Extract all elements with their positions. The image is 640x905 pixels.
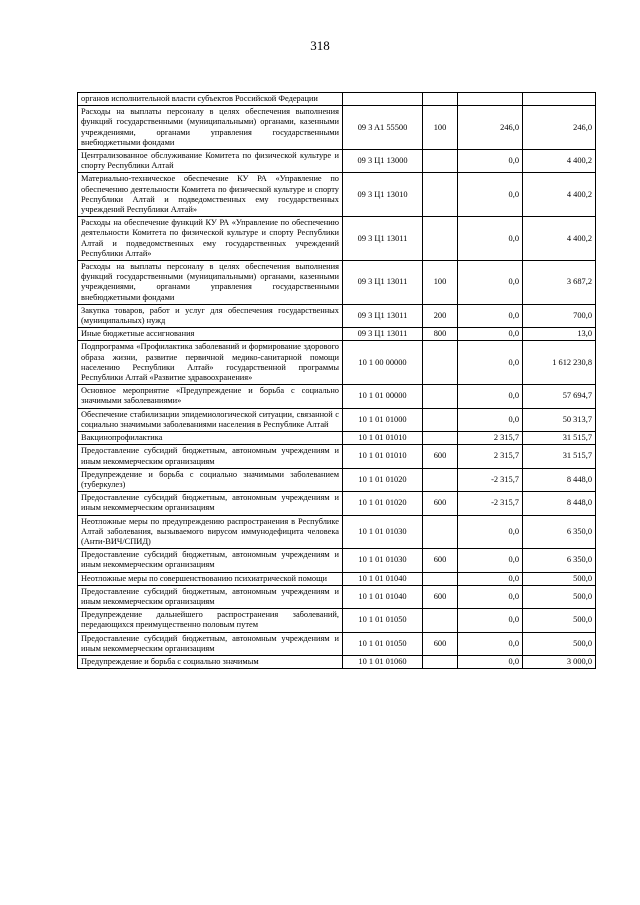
total-amount: 4 400,2	[523, 173, 596, 217]
change-amount: -2 315,7	[458, 468, 523, 491]
expense-type-code	[423, 93, 458, 106]
change-amount: 2 315,7	[458, 432, 523, 445]
expense-item-name: Предоставление субсидий бюджетным, автономным учреждениям и иным некоммерческим организациям	[78, 445, 343, 468]
target-article-code: 09 3 Ц1 13000	[343, 150, 423, 173]
change-amount: -2 315,7	[458, 492, 523, 515]
target-article-code: 09 3 Ц1 13010	[343, 173, 423, 217]
expense-item-name: Предоставление субсидий бюджетным, автономным учреждениям и иным некоммерческим организациям	[78, 492, 343, 515]
change-amount: 246,0	[458, 106, 523, 150]
expense-item-name: Неотложные меры по предупреждению распространения в Республике Алтай заболевания, вызываемого вирусом иммунодефицита человека (Анти-ВИЧ/СПИД)	[78, 515, 343, 549]
change-amount: 0,0	[458, 385, 523, 408]
table-row	[78, 585, 596, 608]
expense-item-name: Закупка товаров, работ и услуг для обеспечения государственных (муниципальных) нужд	[78, 304, 343, 327]
target-article-code: 09 3 Ц1 13011	[343, 261, 423, 305]
table-row	[78, 609, 596, 632]
expense-type-code: 800	[423, 328, 458, 341]
target-article-code: 09 3 Ц1 13011	[343, 217, 423, 261]
change-amount: 0,0	[458, 341, 523, 385]
target-article-code: 10 1 00 00000	[343, 341, 423, 385]
expense-item-name: Обеспечение стабилизации эпидемиологической ситуации, связанной с социально значимыми заболеваниями населения в Республике Алтай	[78, 408, 343, 431]
change-amount: 0,0	[458, 632, 523, 655]
table-row	[78, 173, 596, 217]
change-amount: 0,0	[458, 217, 523, 261]
change-amount: 0,0	[458, 655, 523, 668]
expense-type-code: 100	[423, 106, 458, 150]
total-amount: 8 448,0	[523, 468, 596, 491]
table-row	[78, 445, 596, 468]
expense-item-name: органов исполнительной власти субъектов Российской Федерации	[78, 93, 343, 106]
change-amount: 2 315,7	[458, 445, 523, 468]
target-article-code: 09 3 A1 55500	[343, 106, 423, 150]
table-row	[78, 468, 596, 491]
change-amount: 0,0	[458, 408, 523, 431]
change-amount: 0,0	[458, 328, 523, 341]
table-row	[78, 492, 596, 515]
expense-item-name: Материально-техническое обеспечение КУ РА «Управление по обеспечению деятельности Комитета по физической культуре и спорту Республики Алтай и подведомственных ему государственных учреждений Республики Алтай»	[78, 173, 343, 217]
expense-type-code	[423, 150, 458, 173]
change-amount: 0,0	[458, 609, 523, 632]
expense-type-code: 600	[423, 445, 458, 468]
target-article-code: 10 1 01 01040	[343, 572, 423, 585]
expense-type-code	[423, 468, 458, 491]
target-article-code: 10 1 01 01020	[343, 468, 423, 491]
target-article-code	[343, 93, 423, 106]
expense-item-name: Расходы на выплаты персоналу в целях обеспечения выполнения функций государственными (муниципальными) органами, казенными учреждениями, органами управления государственными внебюджетными фондами	[78, 261, 343, 305]
table-row	[78, 217, 596, 261]
expense-item-name: Предоставление субсидий бюджетным, автономным учреждениям и иным некоммерческим организациям	[78, 549, 343, 572]
target-article-code: 10 1 01 01050	[343, 632, 423, 655]
expense-type-code: 600	[423, 492, 458, 515]
expense-type-code	[423, 609, 458, 632]
table-row	[78, 106, 596, 150]
expense-type-code: 100	[423, 261, 458, 305]
expense-item-name: Расходы на выплаты персоналу в целях обеспечения выполнения функций государственными (муниципальными) органами, казенными учреждениями, органами управления государственными внебюджетными фондами	[78, 106, 343, 150]
change-amount	[458, 93, 523, 106]
table-row	[78, 632, 596, 655]
table-row	[78, 572, 596, 585]
total-amount: 700,0	[523, 304, 596, 327]
expense-item-name: Основное мероприятие «Предупреждение и борьба с социально значимыми заболеваниями»	[78, 385, 343, 408]
expense-type-code	[423, 432, 458, 445]
expense-item-name: Неотложные меры по совершенствованию психиатрической помощи	[78, 572, 343, 585]
expense-item-name: Предупреждение и борьба с социально значимым	[78, 655, 343, 668]
expense-item-name: Расходы на обеспечение функций КУ РА «Управление по обеспечению деятельности Комитета по физической культуре и спорту Республики Алтай и подведомственных ему государственных учреждений Республики Алтай»	[78, 217, 343, 261]
target-article-code: 10 1 01 01020	[343, 492, 423, 515]
change-amount: 0,0	[458, 549, 523, 572]
table-row	[78, 549, 596, 572]
table-row	[78, 150, 596, 173]
expense-item-name: Вакцинопрофилактика	[78, 432, 343, 445]
total-amount: 246,0	[523, 106, 596, 150]
total-amount: 50 313,7	[523, 408, 596, 431]
total-amount: 8 448,0	[523, 492, 596, 515]
table-row	[78, 655, 596, 668]
total-amount: 6 350,0	[523, 515, 596, 549]
total-amount: 4 400,2	[523, 150, 596, 173]
total-amount: 57 694,7	[523, 385, 596, 408]
target-article-code: 10 1 01 01030	[343, 549, 423, 572]
table-row	[78, 408, 596, 431]
target-article-code: 09 3 Ц1 13011	[343, 304, 423, 327]
table-row	[78, 328, 596, 341]
change-amount: 0,0	[458, 150, 523, 173]
expense-item-name: Предупреждение и борьба с социально значимыми заболеванием (туберкулез)	[78, 468, 343, 491]
total-amount	[523, 93, 596, 106]
expense-item-name: Иные бюджетные ассигнования	[78, 328, 343, 341]
target-article-code: 10 1 01 01030	[343, 515, 423, 549]
table-row	[78, 93, 596, 106]
total-amount: 500,0	[523, 585, 596, 608]
target-article-code: 10 1 01 01040	[343, 585, 423, 608]
expense-type-code: 200	[423, 304, 458, 327]
change-amount: 0,0	[458, 515, 523, 549]
expense-item-name: Подпрограмма «Профилактика заболеваний и формирование здорового образа жизни, развитие первичной медико-санитарной помощи населению Республики Алтай» государственной программы Республики Алтай «Развитие здравоохранения»	[78, 341, 343, 385]
change-amount: 0,0	[458, 585, 523, 608]
target-article-code: 10 1 01 01010	[343, 445, 423, 468]
table-row	[78, 261, 596, 305]
expense-type-code	[423, 173, 458, 217]
total-amount: 13,0	[523, 328, 596, 341]
target-article-code: 09 3 Ц1 13011	[343, 328, 423, 341]
change-amount: 0,0	[458, 304, 523, 327]
expense-type-code: 600	[423, 585, 458, 608]
total-amount: 1 612 230,8	[523, 341, 596, 385]
total-amount: 3 000,0	[523, 655, 596, 668]
expense-item-name: Предоставление субсидий бюджетным, автономным учреждениям и иным некоммерческим организациям	[78, 632, 343, 655]
target-article-code: 10 1 01 00000	[343, 385, 423, 408]
total-amount: 31 515,7	[523, 432, 596, 445]
expense-item-name: Предупреждение дальнейшего распространения заболеваний, передающихся преимущественно половым путем	[78, 609, 343, 632]
total-amount: 500,0	[523, 609, 596, 632]
expense-type-code	[423, 655, 458, 668]
total-amount: 31 515,7	[523, 445, 596, 468]
expense-type-code	[423, 341, 458, 385]
expense-type-code	[423, 217, 458, 261]
target-article-code: 10 1 01 01060	[343, 655, 423, 668]
change-amount: 0,0	[458, 173, 523, 217]
change-amount: 0,0	[458, 261, 523, 305]
expense-type-code	[423, 408, 458, 431]
total-amount: 6 350,0	[523, 549, 596, 572]
expense-item-name: Централизованное обслуживание Комитета по физической культуре и спорту Республики Алтай	[78, 150, 343, 173]
total-amount: 500,0	[523, 572, 596, 585]
page-number: 318	[310, 38, 330, 53]
target-article-code: 10 1 01 01000	[343, 408, 423, 431]
total-amount: 500,0	[523, 632, 596, 655]
total-amount: 4 400,2	[523, 217, 596, 261]
table-row	[78, 304, 596, 327]
expense-type-code	[423, 385, 458, 408]
table-row	[78, 432, 596, 445]
budget-table	[77, 92, 596, 669]
expense-type-code: 600	[423, 632, 458, 655]
table-row	[78, 341, 596, 385]
change-amount: 0,0	[458, 572, 523, 585]
expense-type-code: 600	[423, 549, 458, 572]
total-amount: 3 687,2	[523, 261, 596, 305]
expense-type-code	[423, 515, 458, 549]
budget-table-body	[78, 93, 596, 669]
table-row	[78, 515, 596, 549]
target-article-code: 10 1 01 01050	[343, 609, 423, 632]
table-row	[78, 385, 596, 408]
expense-type-code	[423, 572, 458, 585]
target-article-code: 10 1 01 01010	[343, 432, 423, 445]
expense-item-name: Предоставление субсидий бюджетным, автономным учреждениям и иным некоммерческим организациям	[78, 585, 343, 608]
